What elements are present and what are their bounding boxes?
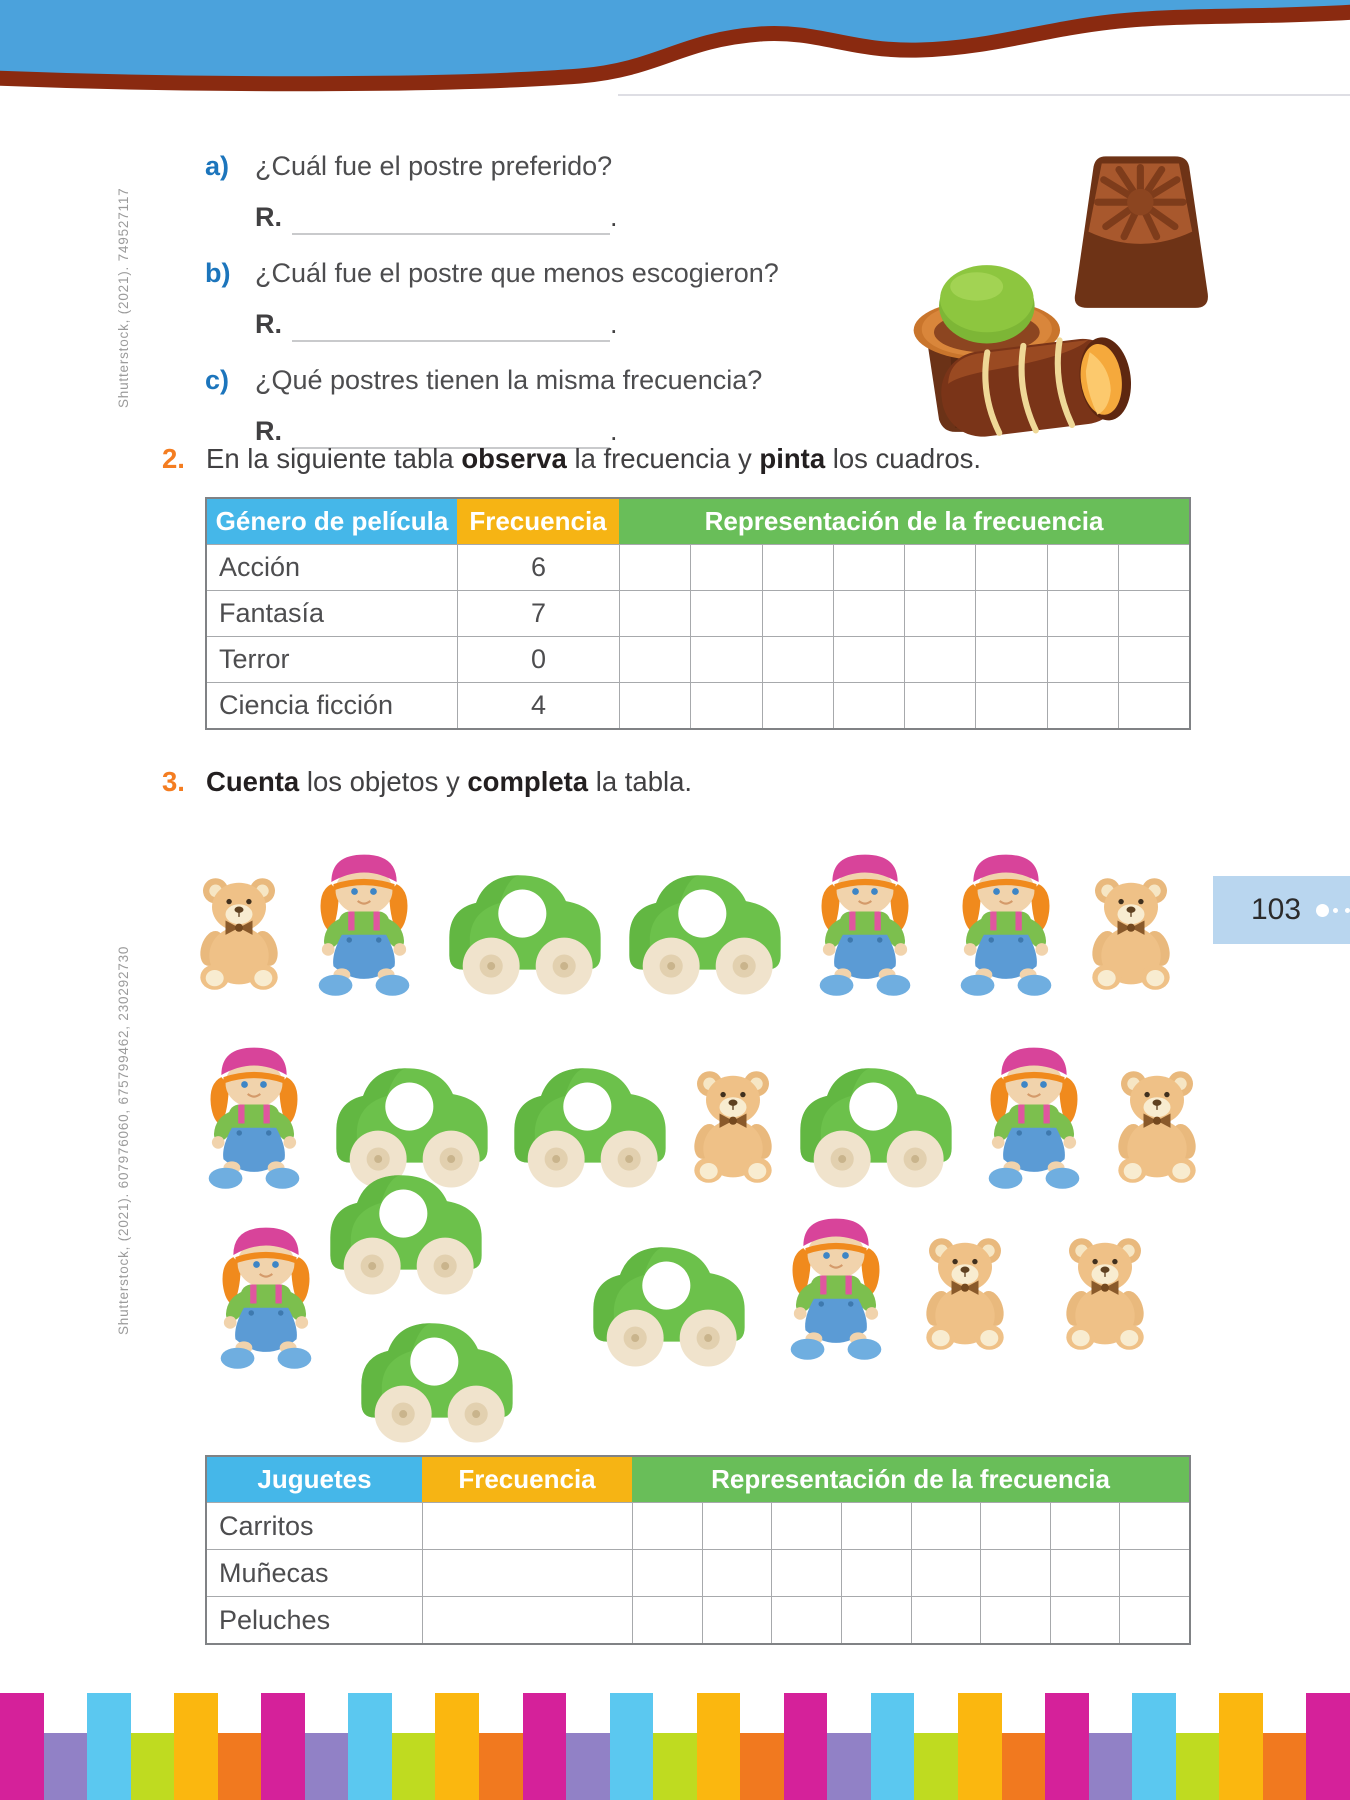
teddy-bear-image [1051, 1228, 1159, 1360]
photo-credit-toys: Shutterstock, (2021). 607976060, 675799462, 230292730 [116, 945, 131, 1335]
teddy-bear-image [1077, 868, 1185, 1000]
table-row [207, 544, 1189, 590]
activity-number: 3. [162, 766, 185, 797]
representation-cell[interactable] [702, 1503, 772, 1549]
representation-cell[interactable] [1047, 591, 1118, 636]
question-c [205, 362, 865, 449]
table-row [207, 1596, 1189, 1643]
footer-bar [784, 1693, 828, 1800]
footer-bar [523, 1693, 567, 1800]
representation-cells [632, 1503, 1189, 1549]
table-header-row [207, 499, 1189, 544]
chocolates-illustration [838, 133, 1278, 438]
frequency-input-cell[interactable] [422, 1503, 632, 1549]
representation-cell[interactable] [975, 591, 1046, 636]
footer-bar [697, 1693, 741, 1800]
answer-blank[interactable] [292, 207, 610, 235]
frequency-cell: 6 [457, 545, 619, 590]
answer-label: R. [255, 202, 282, 232]
footer-bar [827, 1733, 871, 1800]
page-number-badge [1213, 876, 1350, 944]
table-row [207, 1549, 1189, 1596]
toys-photo-row-3 [185, 1160, 1195, 1455]
genre-cell: Ciencia ficción [219, 690, 394, 720]
representation-cells [619, 545, 1189, 590]
representation-cell[interactable] [762, 637, 833, 682]
toy-car-image [317, 1160, 495, 1300]
footer-bar [305, 1733, 349, 1800]
representation-cell[interactable] [632, 1550, 702, 1596]
representation-cell[interactable] [702, 1550, 772, 1596]
genre-cell: Terror [219, 644, 290, 674]
representation-cell[interactable] [904, 637, 975, 682]
representation-cell[interactable] [911, 1550, 981, 1596]
footer-bar [1132, 1693, 1176, 1800]
answer-label: R. [255, 416, 282, 446]
toy-car-image [348, 1308, 526, 1448]
activity-instruction: Cuenta los objetos y completa la tabla. [206, 766, 693, 797]
representation-cell[interactable] [1118, 545, 1189, 590]
question-text: ¿Qué postres tienen la misma frecuencia? [255, 365, 763, 395]
activity-2-heading [162, 441, 981, 477]
representation-cell[interactable] [975, 683, 1046, 728]
representation-cells [619, 683, 1189, 728]
toy-car-image [580, 1232, 758, 1372]
answer-blank[interactable] [292, 314, 610, 342]
representation-cell[interactable] [841, 1597, 911, 1643]
representation-cell[interactable] [1047, 637, 1118, 682]
question-letter: c) [205, 365, 230, 395]
representation-cell[interactable] [1119, 1597, 1189, 1643]
table-row [207, 590, 1189, 636]
footer-bar [653, 1733, 697, 1800]
toy-car-image [616, 860, 794, 1000]
table-row [207, 1502, 1189, 1549]
representation-cell[interactable] [690, 545, 761, 590]
footer-bar [435, 1693, 479, 1800]
footer-bar [348, 1693, 392, 1800]
frequency-cell: 4 [457, 683, 619, 728]
footer-bar [479, 1733, 523, 1800]
representation-cells [619, 591, 1189, 636]
footer-bar [610, 1693, 654, 1800]
representation-cell[interactable] [771, 1503, 841, 1549]
representation-cell[interactable] [771, 1597, 841, 1643]
header-representation: Representación de la frecuencia [619, 499, 1189, 544]
representation-cells [632, 1550, 1189, 1596]
question-a [205, 148, 865, 235]
toy-car-image [436, 860, 614, 1000]
page-number: 103 [1251, 893, 1302, 926]
footer-bar [914, 1733, 958, 1800]
representation-cell[interactable] [904, 545, 975, 590]
footer-bar [566, 1733, 610, 1800]
representation-cell[interactable] [762, 591, 833, 636]
activity-number: 2. [162, 443, 185, 474]
representation-cell[interactable] [619, 545, 690, 590]
footer-bar [218, 1733, 262, 1800]
footer-bar [1002, 1733, 1046, 1800]
question-text: ¿Cuál fue el postre preferido? [255, 151, 613, 181]
doll-image [767, 1206, 905, 1364]
teddy-bear-image [185, 868, 293, 1000]
header-genre: Género de película [207, 499, 457, 544]
footer-bar [1089, 1733, 1133, 1800]
representation-cell[interactable] [980, 1503, 1050, 1549]
footer-bar [1176, 1733, 1220, 1800]
representation-cell[interactable] [632, 1597, 702, 1643]
representation-cell[interactable] [1119, 1550, 1189, 1596]
answer-label: R. [255, 309, 282, 339]
teddy-bear-image [911, 1228, 1019, 1360]
representation-cell[interactable] [975, 545, 1046, 590]
doll-image [295, 842, 433, 1000]
footer-bar [1306, 1693, 1350, 1800]
representation-cell[interactable] [904, 591, 975, 636]
footer-bar [740, 1733, 784, 1800]
toy-cell: Carritos [219, 1510, 314, 1541]
answer-period: . [610, 416, 618, 446]
frequency-input-cell[interactable] [422, 1597, 632, 1643]
representation-cell[interactable] [1047, 683, 1118, 728]
representation-cell[interactable] [911, 1597, 981, 1643]
photo-credit-desserts: Shutterstock, (2021). 749527117 [116, 187, 131, 408]
frequency-cell: 7 [457, 591, 619, 636]
header-frequency: Frecuencia [457, 499, 619, 544]
representation-cell[interactable] [762, 683, 833, 728]
table-row [207, 636, 1189, 682]
doll-image [796, 842, 934, 1000]
toy-cell: Peluches [219, 1604, 331, 1635]
doll-image [937, 842, 1075, 1000]
representation-cell[interactable] [833, 545, 904, 590]
table-row [207, 682, 1189, 728]
footer-bar [392, 1733, 436, 1800]
representation-cell[interactable] [1050, 1550, 1120, 1596]
footer-bar [1263, 1733, 1307, 1800]
table-header-row [207, 1457, 1189, 1502]
activity-3-heading [162, 764, 692, 800]
footer-bar [87, 1693, 131, 1800]
toys-frequency-table [205, 1455, 1191, 1645]
representation-cell[interactable] [1118, 683, 1189, 728]
footer-bar [131, 1733, 175, 1800]
dessert-questions-section [205, 148, 865, 469]
representation-cell[interactable] [771, 1550, 841, 1596]
representation-cell[interactable] [690, 683, 761, 728]
representation-cell[interactable] [904, 683, 975, 728]
representation-cell[interactable] [619, 637, 690, 682]
representation-cell[interactable] [841, 1550, 911, 1596]
representation-cells [619, 637, 1189, 682]
activity-instruction: En la siguiente tabla observa la frecuencia y pinta los cuadros. [206, 443, 982, 474]
footer-bar [44, 1733, 88, 1800]
question-letter: a) [205, 151, 230, 181]
representation-cell[interactable] [980, 1597, 1050, 1643]
representation-cell[interactable] [1047, 545, 1118, 590]
representation-cell[interactable] [833, 591, 904, 636]
footer-bar [871, 1693, 915, 1800]
header-representation: Representación de la frecuencia [632, 1457, 1189, 1502]
toys-photo-row-1 [185, 815, 1185, 1000]
representation-cell[interactable] [1050, 1503, 1120, 1549]
footer-bar [958, 1693, 1002, 1800]
representation-cell[interactable] [762, 545, 833, 590]
footer-bar [1219, 1693, 1263, 1800]
footer-bar [1045, 1693, 1089, 1800]
representation-cell[interactable] [702, 1597, 772, 1643]
answer-period: . [610, 202, 618, 232]
top-banner-decoration [0, 0, 1350, 112]
representation-cell[interactable] [1050, 1597, 1120, 1643]
chocolate-square-candy [1075, 156, 1208, 307]
question-letter: b) [205, 258, 231, 288]
representation-cells [632, 1597, 1189, 1643]
representation-cell[interactable] [619, 591, 690, 636]
representation-cell[interactable] [1118, 637, 1189, 682]
badge-dotted-line [1333, 908, 1350, 913]
representation-cell[interactable] [1119, 1503, 1189, 1549]
representation-cell[interactable] [841, 1503, 911, 1549]
representation-cell[interactable] [690, 591, 761, 636]
answer-period: . [610, 309, 618, 339]
representation-cell[interactable] [632, 1503, 702, 1549]
header-frequency: Frecuencia [422, 1457, 632, 1502]
doll-image [197, 1215, 335, 1373]
representation-cell[interactable] [911, 1503, 981, 1549]
genre-cell: Acción [219, 552, 301, 582]
genre-cell: Fantasía [219, 598, 325, 628]
representation-cell[interactable] [1118, 591, 1189, 636]
representation-cell[interactable] [975, 637, 1046, 682]
footer-bar [261, 1693, 305, 1800]
toy-cell: Muñecas [219, 1557, 329, 1588]
representation-cell[interactable] [690, 637, 761, 682]
movies-frequency-table [205, 497, 1191, 730]
representation-cell[interactable] [980, 1550, 1050, 1596]
representation-cell[interactable] [833, 637, 904, 682]
frequency-input-cell[interactable] [422, 1550, 632, 1596]
representation-cell[interactable] [833, 683, 904, 728]
footer-bar [0, 1693, 44, 1800]
representation-cell[interactable] [619, 683, 690, 728]
badge-dot [1316, 904, 1329, 917]
question-text: ¿Cuál fue el postre que menos escogieron? [255, 258, 779, 288]
header-toys: Juguetes [207, 1457, 422, 1502]
footer-color-strip [0, 1693, 1350, 1800]
footer-bar [174, 1693, 218, 1800]
frequency-cell: 0 [457, 637, 619, 682]
question-b [205, 255, 865, 342]
